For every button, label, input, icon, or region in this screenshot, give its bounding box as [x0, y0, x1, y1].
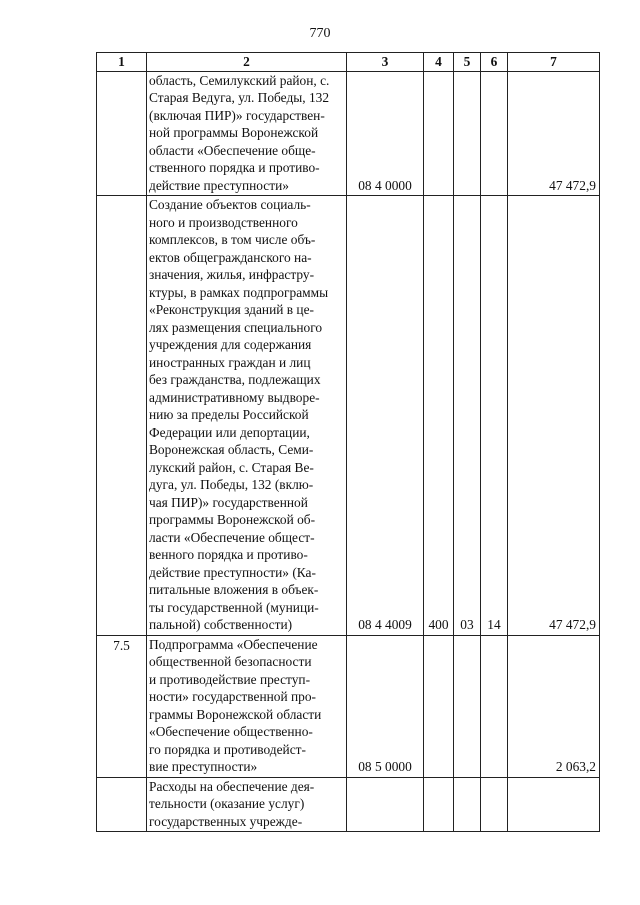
code-cell: 08 5 0000	[347, 635, 424, 777]
column-header-1: 1	[97, 53, 147, 72]
table-row	[97, 196, 600, 636]
row-number-cell	[97, 196, 147, 636]
row-number-cell: 7.5	[97, 635, 147, 777]
code-cell: 08 4 4009	[347, 196, 424, 636]
amount-cell: 47 472,9	[508, 196, 600, 636]
description-cell: Расходы на обеспечение дея- тельности (оказание услуг) государственных учрежде-	[147, 777, 347, 832]
column-header-7: 7	[508, 53, 600, 72]
column-header-4: 4	[424, 53, 454, 72]
expense-type-cell	[424, 71, 454, 196]
column-header-2: 2	[147, 53, 347, 72]
section-cell	[454, 635, 481, 777]
column-header-3: 3	[347, 53, 424, 72]
code-cell	[347, 777, 424, 832]
table-row	[97, 777, 600, 832]
subsection-cell	[481, 635, 508, 777]
header-row	[97, 53, 600, 72]
code-cell: 08 4 0000	[347, 71, 424, 196]
page-number: 770	[309, 26, 331, 41]
table-row	[97, 635, 600, 777]
amount-cell	[508, 777, 600, 832]
section-cell	[454, 71, 481, 196]
expense-type-cell	[424, 635, 454, 777]
description-cell: Подпрограмма «Обеспечение общественной безопасности и противодействие преступ- ности» государственной про- граммы Воронежской области «Обеспечение общественно- го порядка и противодейст- вие преступности»	[147, 635, 347, 777]
budget-table	[96, 52, 600, 832]
subsection-cell: 14	[481, 196, 508, 636]
expense-type-cell	[424, 777, 454, 832]
subsection-cell	[481, 777, 508, 832]
table-row	[97, 71, 600, 196]
section-cell: 03	[454, 196, 481, 636]
column-header-6: 6	[481, 53, 508, 72]
subsection-cell	[481, 71, 508, 196]
column-header-5: 5	[454, 53, 481, 72]
amount-cell: 47 472,9	[508, 71, 600, 196]
description-cell: область, Семилукский район, с. Старая Ведуга, ул. Победы, 132 (включая ПИР)» государствен- ной программы Воронежской области «Обеспечение обще- ственного порядка и противо- действие преступности»	[147, 71, 347, 196]
section-cell	[454, 777, 481, 832]
amount-cell: 2 063,2	[508, 635, 600, 777]
row-number-cell	[97, 71, 147, 196]
description-cell: Создание объектов социаль- ного и производственного комплексов, в том числе объ- ектов общегражданского на- значения, жилья, инфрастру- ктуры, в рамках подпрограммы «Реконструкция зданий в це- лях размещения специального учреждения для содержания иностранных граждан и лиц без гражданства, подлежащих административному выдворе- нию за пределы Российской Федерации или депортации, Воронежская область, Семи- лукский район, с. Старая Ве- дуга, ул. Победы, 132 (вклю- чая ПИР)» государственной программы Воронежской об- ласти «Обеспечение общест- венного порядка и противо- действие преступности» (Ка- питальные вложения в объек- ты государственной (муници- пальной) собственности)	[147, 196, 347, 636]
expense-type-cell: 400	[424, 196, 454, 636]
row-number-cell	[97, 777, 147, 832]
